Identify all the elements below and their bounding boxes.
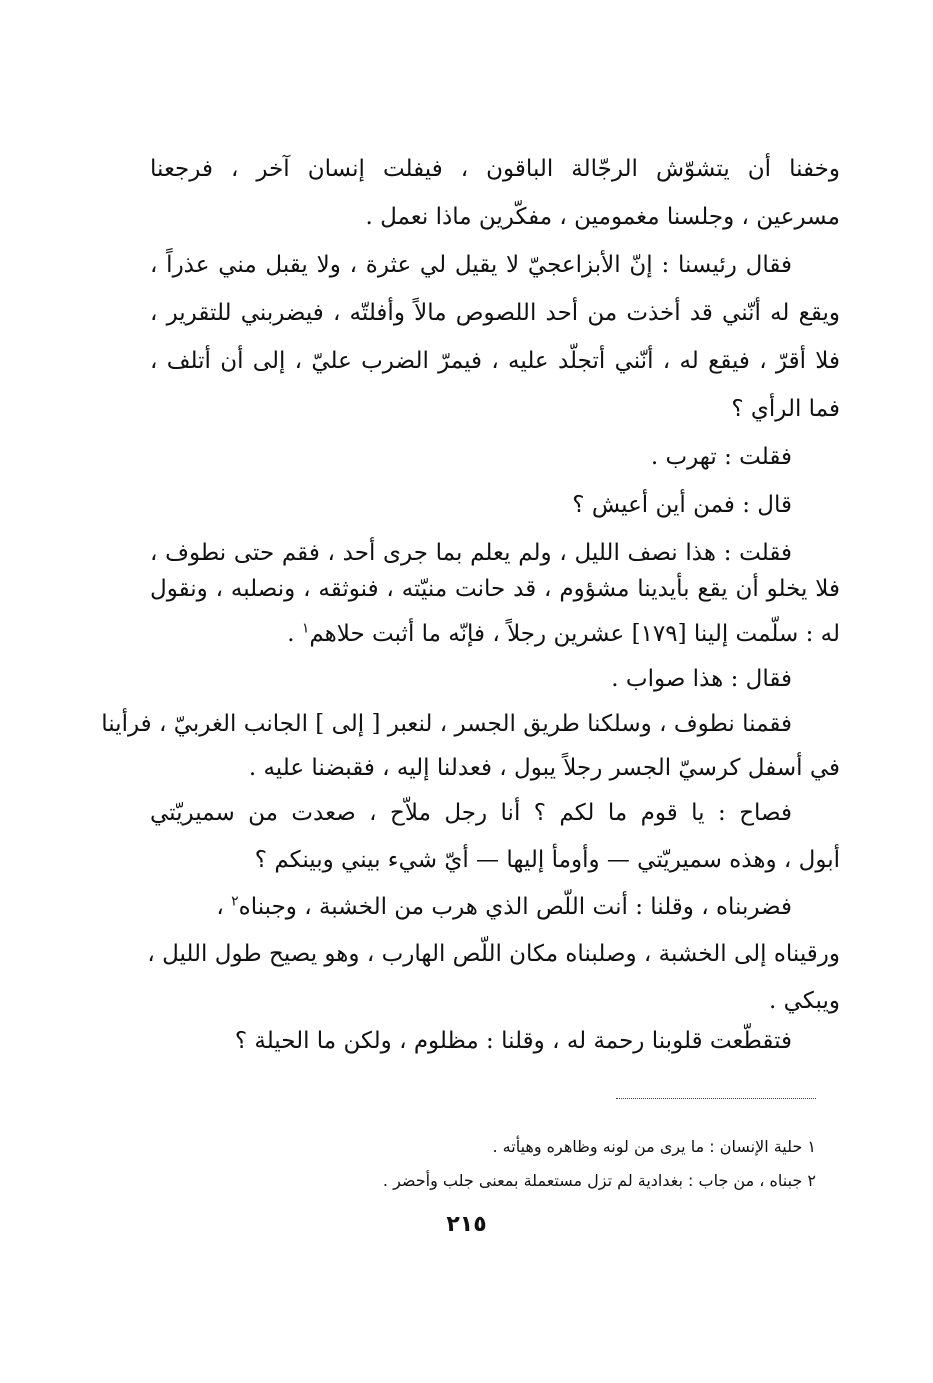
text-line-14: في أسفل كرسيّ الجسر رجلاً يبول ، فعدلنا إليه ، فقبضنا عليه . xyxy=(248,755,840,781)
footnote-2: ٢ جبناه ، من جاب : بغدادية لم تزل مستعملة بمعنى جلب وأحضر . xyxy=(382,1171,816,1190)
text-line-6: فما الرأي ؟ xyxy=(731,396,840,422)
text-line-16: أبول ، وهذه سميريّتي — وأومأ إليها — أيّ شيء بيني وبينكم ؟ xyxy=(254,847,840,873)
text-line-17: فضربناه ، وقلنا : أنت اللّص الذي هرب من الخشبة ، وجبناه$^٢$ ، xyxy=(216,893,792,920)
text-line-8: قال : فمن أين أعيش ؟ xyxy=(572,492,792,518)
text-line-12: فقال : هذا صواب . xyxy=(611,666,792,692)
text-line-19: ويبكي . xyxy=(769,988,840,1014)
page-number: ٢١٥ xyxy=(446,1212,487,1237)
footnote-separator xyxy=(616,1098,816,1099)
text-line-9: فقلت : هذا نصف الليل ، ولم يعلم بما جرى أحد ، فقم حتى نطوف ، xyxy=(150,540,792,566)
footnote-1: ١ حلية الإنسان : ما يرى من لونه وظاهره وهيأته . xyxy=(492,1137,816,1156)
text-line-10: فلا يخلو أن يقع بأيدينا مشؤوم ، قد حانت منيّته ، فنوثقه ، ونصلبه ، ونقول xyxy=(150,576,840,602)
text-line-1: وخفنا أن يتشوّش الرجّالة الباقون ، فيفلت إنسان آخر ، فرجعنا xyxy=(150,156,840,182)
text-line-7: فقلت : تهرب . xyxy=(650,444,792,470)
text-line-15: فصاح : يا قوم ما لكم ؟ أنا رجل ملاّح ، صعدت من سميريّتي xyxy=(150,800,792,826)
text-line-11: له : سلّمت إلينا [١٧٩] عشرين رجلاً ، فإنّه ما أثبت حلاهم$^١$ . xyxy=(287,620,840,647)
text-line-3: فقال رئيسنا : إنّ الأبزاعجيّ لا يقيل لي عثرة ، ولا يقبل مني عذراً ، xyxy=(150,252,792,278)
text-line-4: ويقع له أنّني قد أخذت من أحد اللصوص مالاً وأفلتّه ، فيضربني للتقرير ، xyxy=(150,300,840,326)
text-line-11-content: له : سلّمت إلينا [١٧٩] عشرين رجلاً ، فإنّه ما أثبت حلاهم xyxy=(309,621,840,647)
text-line-5: فلا أقرّ ، فيقع له ، أنّني أتجلّد عليه ، فيمرّ الضرب عليّ ، إلى أن أتلف ، xyxy=(150,348,840,374)
text-line-20: فتقطّعت قلوبنا رحمة له ، وقلنا : مظلوم ، ولكن ما الحيلة ؟ xyxy=(234,1028,792,1054)
footnote-marker-1: ١ xyxy=(301,620,310,637)
text-line-18: ورقيناه إلى الخشبة ، وصلبناه مكان اللّص الهارب ، وهو يصيح طول الليل ، xyxy=(147,941,840,967)
text-line-17-content: فضربناه ، وقلنا : أنت اللّص الذي هرب من الخشبة ، وجبناه xyxy=(238,894,792,920)
footnote-marker-2: ٢ xyxy=(231,893,239,910)
text-line-13: فقمنا نطوف ، وسلكنا طريق الجسر ، لنعبر [ إلى ] الجانب الغربيّ ، فرأينا xyxy=(101,711,792,737)
text-line-2: مسرعين ، وجلسنا مغمومين ، مفكّرين ماذا نعمل . xyxy=(365,204,840,230)
